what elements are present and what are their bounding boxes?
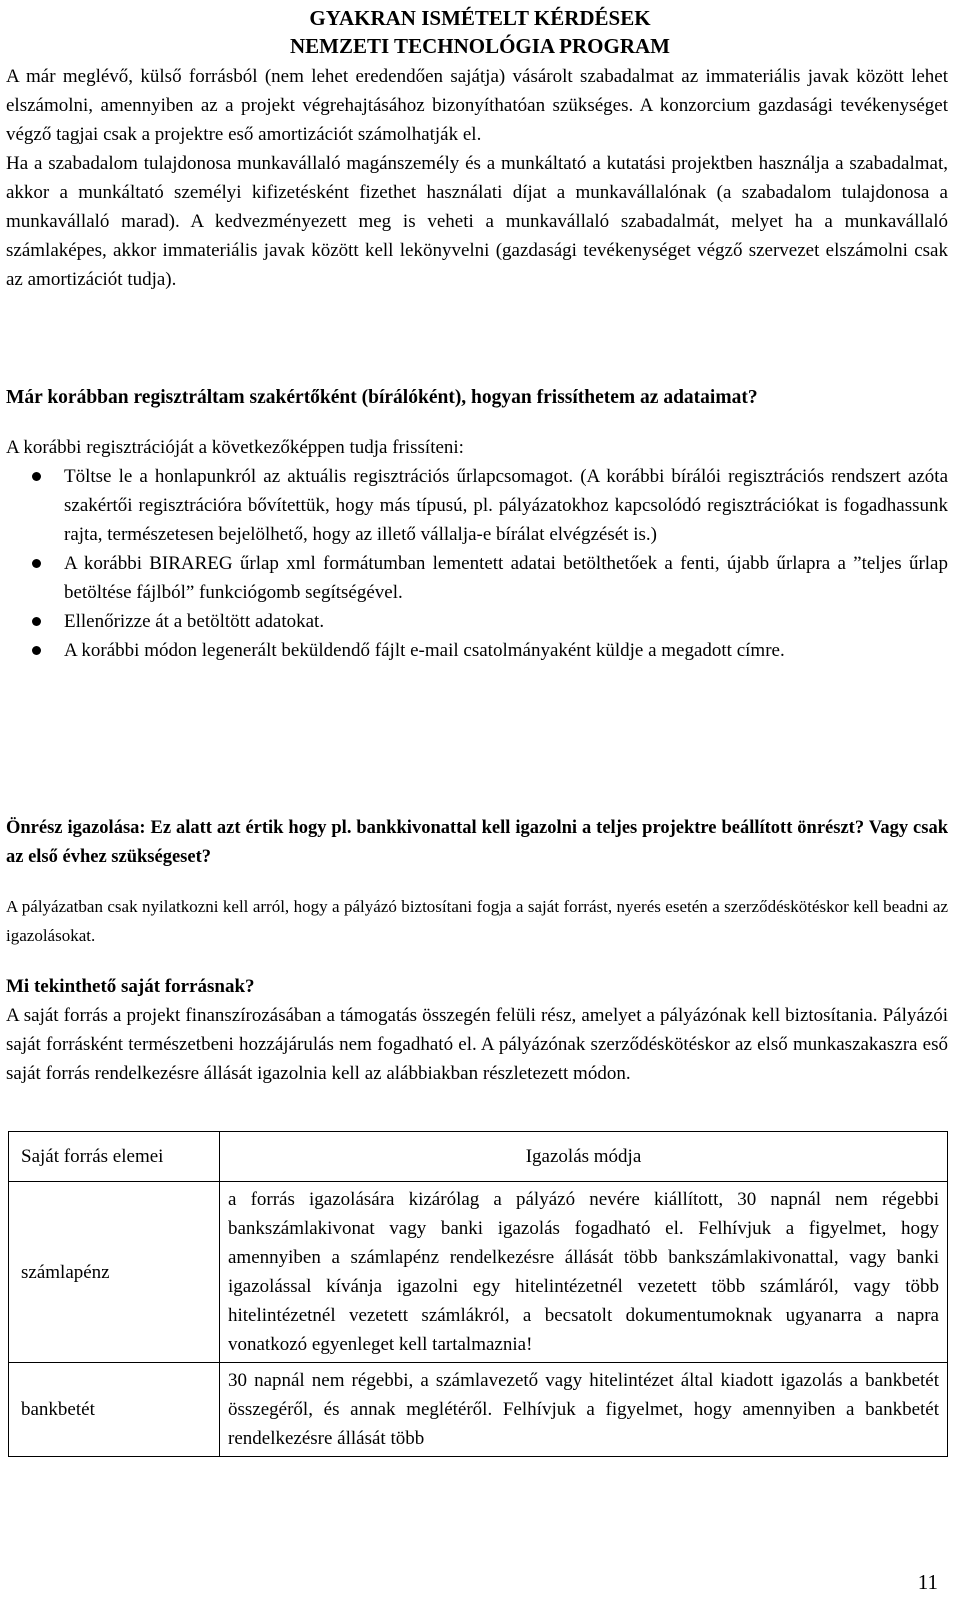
intro-paragraph-1: A már meglévő, külső forrásból (nem lehet eredendően sajátja) vásárolt szabadalmat az immateriális javak között lehet elszámolni, amennyiben az a projekt végrehajtásához bizonyíthatóan szükséges. A konzorcium gazdasági tevékenységet végző tagjai csak a projektre eső amortizációt számolhatják el. <box>6 66 948 145</box>
list-item <box>6 462 948 549</box>
list-item-text: Töltse le a honlapunkról az aktuális regisztrációs űrlapcsomagot. (A korábbi bírálói regisztrációs rendszert azóta szakértői regisztrációra bővítettük, hogy más típusú, pl. pályázatokhoz kapcsolódó regisztrációkat is fogadhassunk rajta, természetesen bejelölhető, hogy az illető vállalja-e bírálat elvégzését is.) <box>64 466 948 545</box>
list-item <box>6 607 948 636</box>
list-item-text: Ellenőrizze át a betöltött adatokat. <box>64 611 325 632</box>
intro-section <box>6 62 948 294</box>
table-header-row <box>9 1132 948 1182</box>
page-header <box>200 4 760 60</box>
table-cell-proof: 30 napnál nem régebbi, a számlavezető vagy hitelintézet által kiadott igazolás a bankbetét összegéről, és annak meglétéről. Felhívjuk a figyelmet, hogy amennyiben a bankbetét rendelkezésre állását több <box>220 1363 948 1457</box>
faq-registration-section <box>6 383 948 665</box>
page-number: 11 <box>917 1570 938 1594</box>
own-source-table <box>8 1131 948 1457</box>
list-item <box>6 636 948 665</box>
answer-bullet-list <box>6 462 948 665</box>
answer-lead: A korábbi regisztrációját a következőképpen tudja frissíteni: <box>6 437 464 458</box>
table-row <box>9 1182 948 1363</box>
bullet-icon <box>32 472 41 481</box>
bullet-icon <box>32 559 41 568</box>
question-heading: Mi tekinthető saját forrásnak? <box>6 976 255 997</box>
faq-own-source-section <box>6 972 948 1088</box>
table-row <box>9 1363 948 1457</box>
header-title: GYAKRAN ISMÉTELT KÉRDÉSEK <box>309 6 651 30</box>
list-item <box>6 549 948 607</box>
question-heading: Már korábban regisztráltam szakértőként (bírálóként), hogyan frissíthetem az adataimat? <box>6 387 758 408</box>
intro-paragraph-2: Ha a szabadalom tulajdonosa munkavállaló magánszemély és a munkáltató a kutatási projektben használja a szabadalmat, akkor a munkáltató személyi kifizetésként fizethet használati díjat a munkavállalónak (a szabadalom tulajdonosa a munkavállaló marad). A kedvezményezett meg is veheti a munkavállaló szabadalmát, melyet ha a munkavállaló számlaképes, akkor immateriális javak között kell lekönyvelni (gazdasági tevékenységet végző szervezet elszámolni csak az amortizációt tudja). <box>6 153 948 290</box>
table-cell-proof: a forrás igazolására kizárólag a pályázó nevére kiállított, 30 napnál nem régebbi bankszámlakivonat vagy banki igazolás fogadható el. Felhívjuk a figyelmet, hogy amennyiben a számlapénz rendelkezésre állását több bankszámlakivonattal, vagy banki igazolással kívánja igazolni egy hitelintézetnél vezetett több számláról, vagy több hitelintézetnél vezetett számlákról, a becsatolt dokumentumoknak ugyanarra a napra vonatkozó egyenleget kell tartalmaznia! <box>220 1182 948 1363</box>
table-cell-item: számlapénz <box>9 1182 220 1363</box>
answer-paragraph: A saját forrás a projekt finanszírozásában a támogatás összegén felüli rész, amelyet a pályázónak kell biztosítania. Pályázói saját forrásként természetbeni hozzájárulás nem fogadható el. A pályázónak szerződéskötéskor az első munkaszakaszra eső saját forrás rendelkezésre állását igazolnia kell az alábbiakban részletezett módon. <box>6 1005 948 1084</box>
bullet-icon <box>32 617 41 626</box>
column-header-item: Saját forrás elemei <box>9 1132 220 1182</box>
header-subtitle: NEMZETI TECHNOLÓGIA PROGRAM <box>290 34 670 58</box>
bullet-icon <box>32 646 41 655</box>
faq-own-contribution-section <box>6 814 948 950</box>
answer-paragraph: A pályázatban csak nyilatkozni kell arról, hogy a pályázó biztosítani fogja a saját forrást, nyerés esetén a szerződéskötéskor kell beadni az igazolásokat. <box>6 897 948 945</box>
table-cell-item: bankbetét <box>9 1363 220 1457</box>
list-item-text: A korábbi BIRAREG űrlap xml formátumban lementett adatai betölthetőek a fenti, újabb űrlapra a ”teljes űrlap betöltése fájlból” funkciógomb segítségével. <box>64 553 948 603</box>
question-heading: Önrész igazolása: Ez alatt azt értik hogy pl. bankkivonattal kell igazolni a teljes projektre beállított önrészt? Vagy csak az első évhez szükségeset? <box>6 818 948 867</box>
column-header-proof: Igazolás módja <box>220 1132 948 1182</box>
list-item-text: A korábbi módon legenerált beküldendő fájlt e-mail csatolmányaként küldje a megadott címre. <box>64 640 785 661</box>
